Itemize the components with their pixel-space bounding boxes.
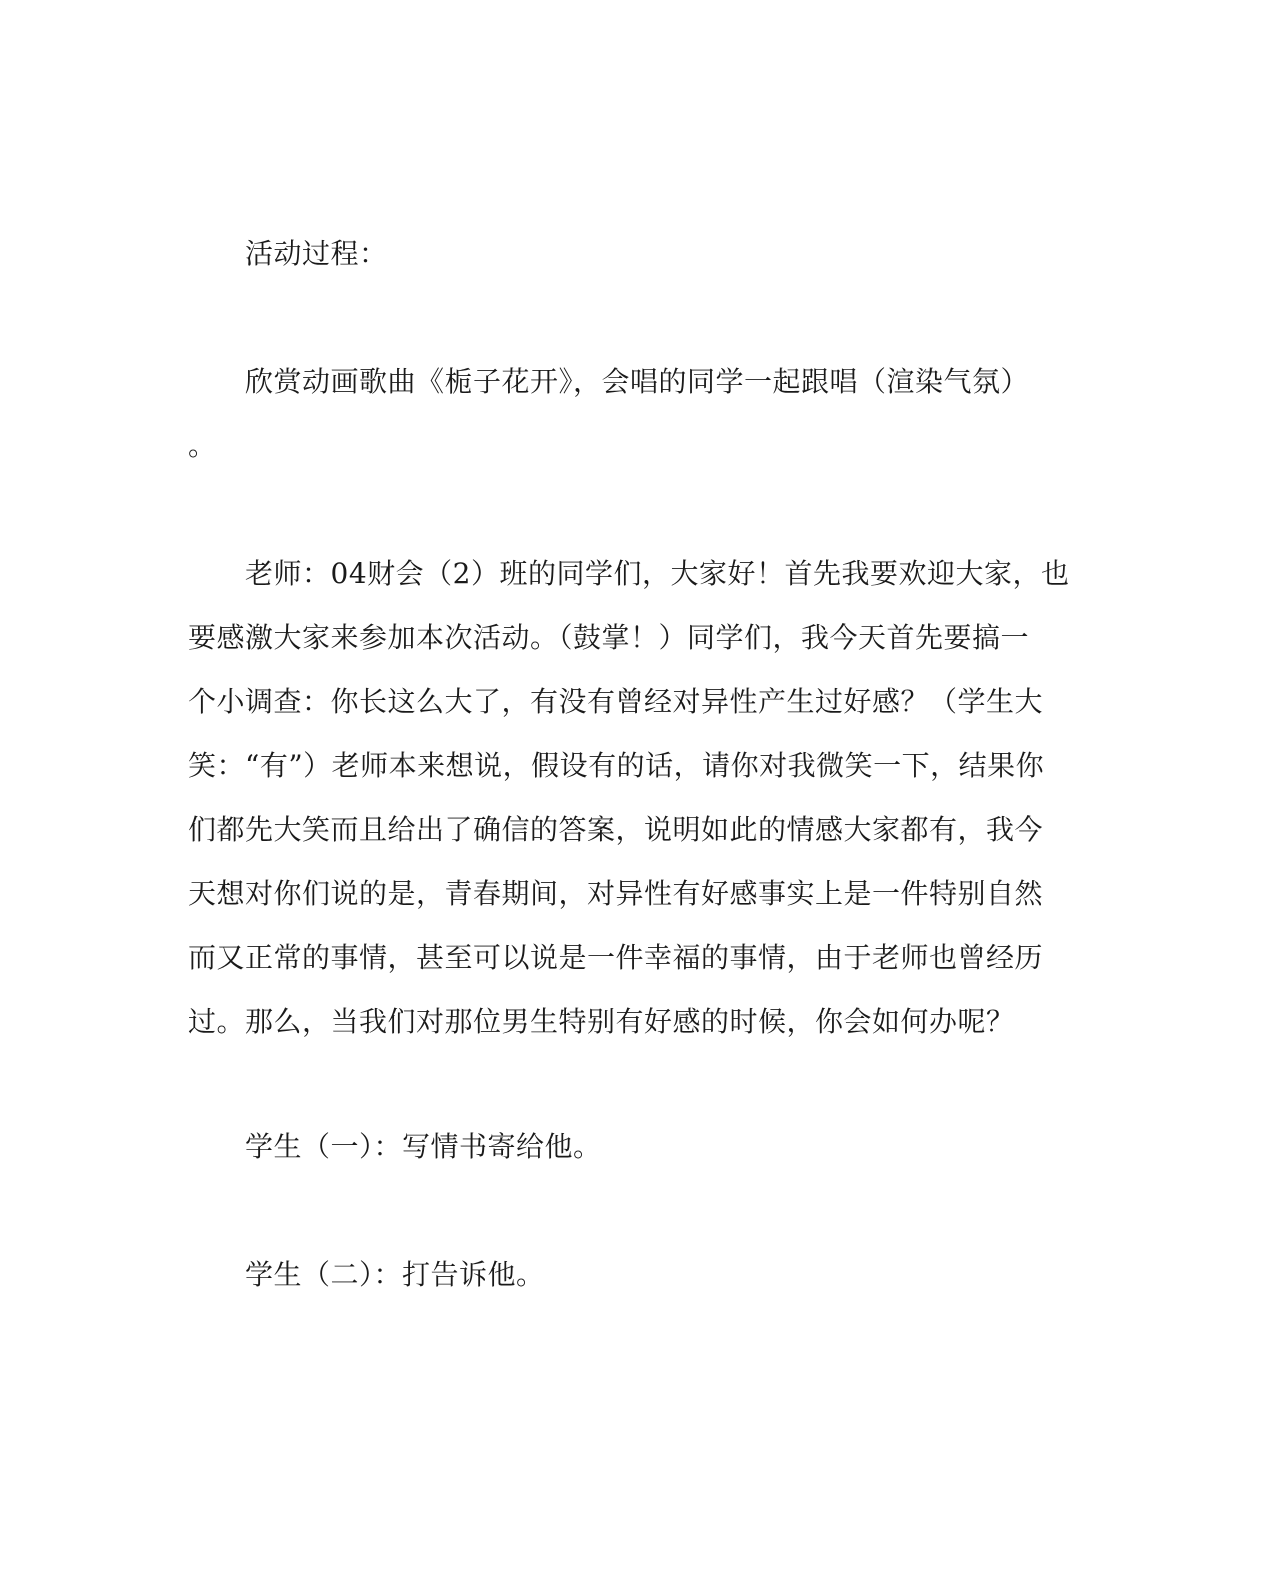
song-appreciation-paragraph <box>188 350 1058 478</box>
activity-process-heading <box>188 222 1058 286</box>
teacher-paragraph-line: 要感激大家来参加本次活动。（鼓掌！）同学们，我今天首先要搞一 <box>188 621 1030 654</box>
student-two-text: 学生（二）：打告诉他。 <box>245 1258 545 1291</box>
teacher-paragraph-line: 们都先大笑而且给出了确信的答案，说明如此的情感大家都有，我今 <box>188 813 1044 846</box>
teacher-speech-paragraph <box>188 542 1070 1054</box>
teacher-paragraph-line: 天想对你们说的是，青春期间，对异性有好感事实上是一件特别自然 <box>188 877 1044 910</box>
song-paragraph-line-1: 欣赏动画歌曲《栀子花开》，会唱的同学一起跟唱（渲染气氛） <box>245 365 1030 398</box>
teacher-paragraph-line: 笑：“有”）老师本来想说，假设有的话，请你对我微笑一下，结果你 <box>188 749 1045 782</box>
teacher-paragraph-line: 个小调查：你长这么大了，有没有曾经对异性产生过好感？（学生大 <box>188 685 1044 718</box>
heading-text: 活动过程： <box>245 237 388 270</box>
teacher-paragraph-line: 而又正常的事情，甚至可以说是一件幸福的事情，由于老师也曾经历 <box>188 941 1044 974</box>
student-two-response <box>188 1243 1058 1307</box>
student-one-response <box>188 1115 1058 1179</box>
song-paragraph-line-2: 。 <box>188 429 217 462</box>
teacher-paragraph-line: 老师：04财会（2）班的同学们，大家好！首先我要欢迎大家，也 <box>245 557 1070 590</box>
teacher-paragraph-line: 过。那么，当我们对那位男生特别有好感的时候，你会如何办呢？ <box>188 1005 1015 1038</box>
student-one-text: 学生（一）：写情书寄给他。 <box>245 1130 602 1163</box>
